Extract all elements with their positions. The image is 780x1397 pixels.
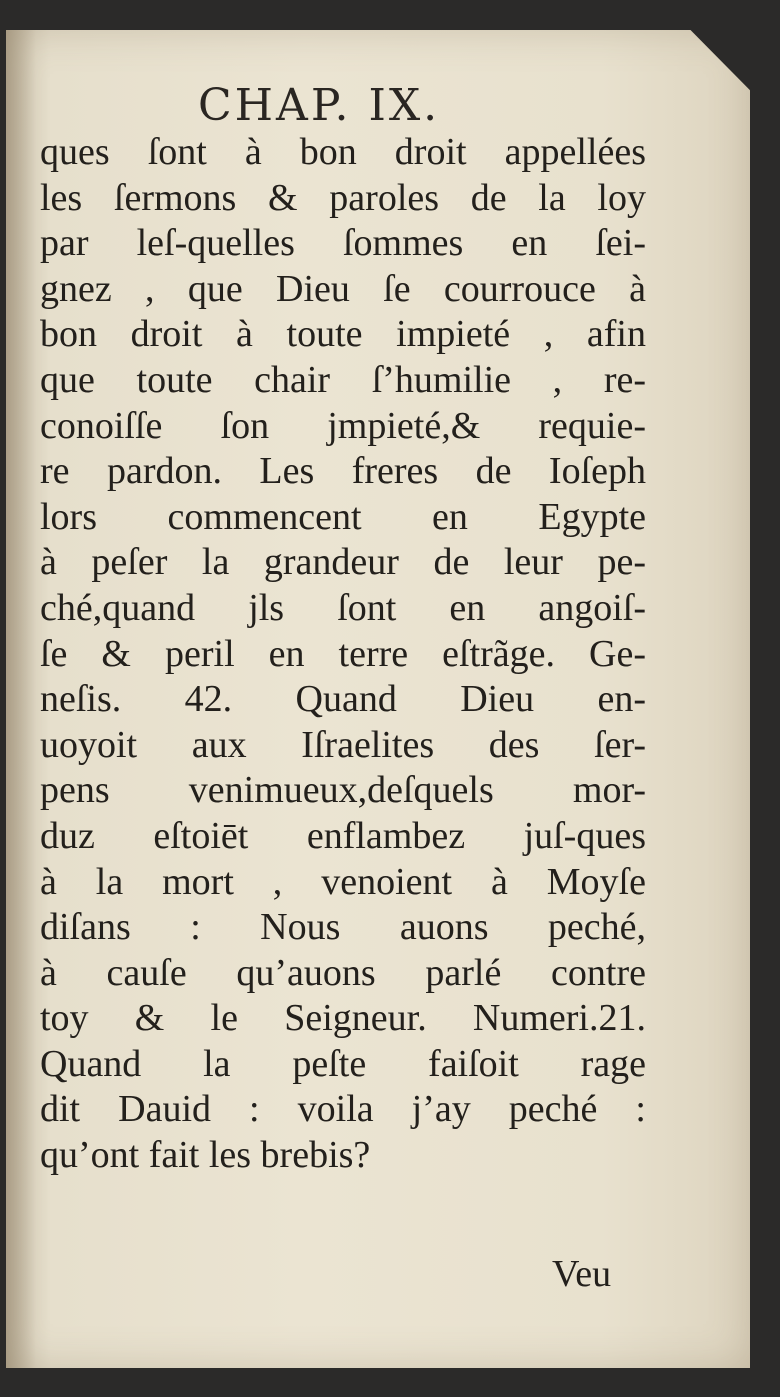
text-line: ques ſont à bon droit appellées [40,131,646,173]
page-gutter-shadow [6,30,36,1368]
text-line: toy & le Seigneur. Numeri.21. [40,997,646,1040]
text-line: gnez , que Dieu ſe courrouce à [40,267,646,310]
catchword: Veu [552,1253,612,1295]
text-line: bon droit à toute impieté , afin [40,313,646,356]
text-line: à la mort , venoient à Moyſe [40,860,646,903]
text-line: lors commencent en Egypte [40,495,646,538]
text-line: les ſermons & paroles de la loy [40,176,646,219]
text-line: duz eſtoiēt enflambez juſ-ques [40,814,646,857]
text-line: diſans : Nous auons peché, [40,906,646,949]
text-line: qu’ont fait les brebis? [40,1134,371,1177]
text-line: ſe & peril en terre eſtrãge. Ge- [40,632,646,675]
text-line: neſis. 42. Quand Dieu en- [40,678,646,721]
chapter-header: CHAP. IX. [198,80,441,131]
text-line: Quand la peſte faiſoit rage [40,1042,646,1085]
text-line: re pardon. Les freres de Ioſeph [40,450,646,493]
text-line: dit Dauid : voila j’ay peché : [40,1088,646,1131]
text-line: conoiſſe ſon jmpieté,& requie- [40,404,646,447]
text-line: à cauſe qu’auons parlé contre [40,951,646,994]
page-body-text [40,130,646,1179]
text-line: pens venimueux,deſquels mor- [40,769,646,812]
text-line: uoyoit aux Iſraelites des ſer- [40,723,646,766]
text-line: ché,quand jls ſont en angoiſ- [40,586,646,629]
text-line: à peſer la grandeur de leur pe- [40,541,646,584]
text-line: par leſ-quelles ſommes en ſei- [40,222,646,265]
text-line: que toute chair ſ’humilie , re- [40,358,646,401]
